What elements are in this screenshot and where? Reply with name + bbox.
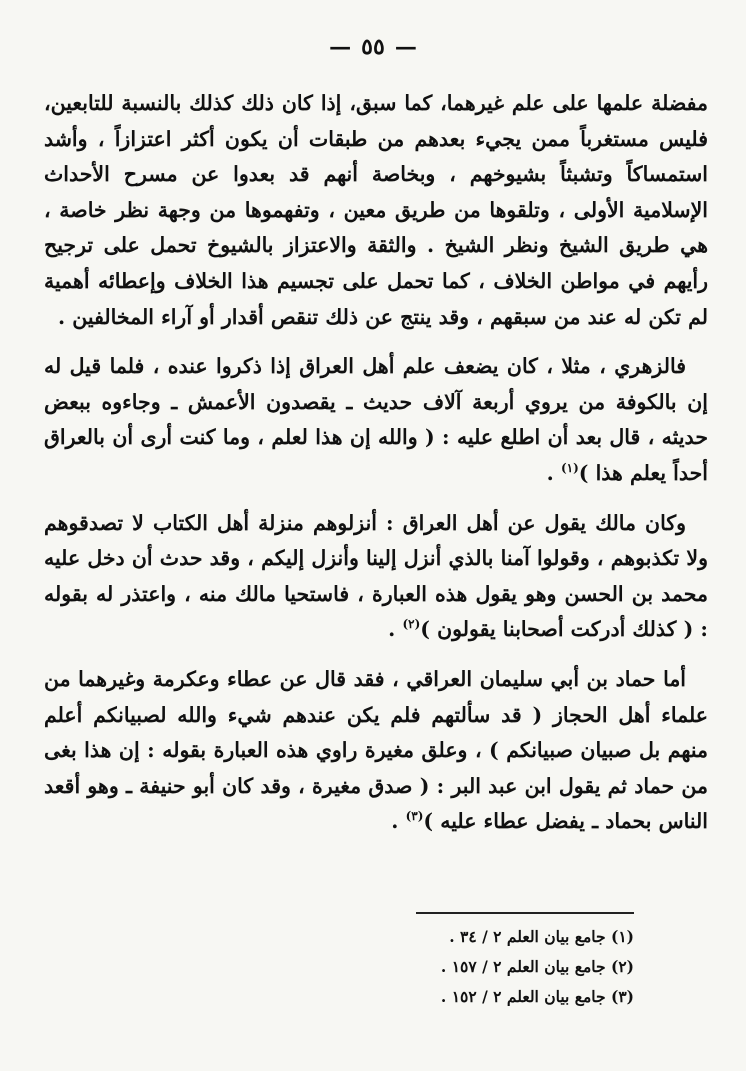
footnote-ref: (٣) [405, 809, 424, 824]
text-line: من حماد ثم يقول ابن عبد البر : ( صدق مغيرة ، وقد كان أبو حنيفة ـ وهو [87, 773, 709, 798]
text-line: فليس مستغرباً ممن يجيء بعدهم من طبقات أن يكون أكثر اعتزازاً ، [97, 126, 708, 151]
text-line: أما حماد بن أبي سليمان العراقي ، فقد قال عن عطاء وعكرمة وغيرهما من [44, 666, 686, 691]
text-line: لا تصدقوهم ولا تكذبوهم ، وقولوا آمنا بالذي أنزل إلينا وأنزل إليكم ، [44, 510, 708, 571]
dash-decoration: — [329, 34, 352, 60]
text-line: تنقص أقدار أو آراء المخالفين . [58, 304, 319, 329]
text-line: وقد حدث أن دخل عليه محمد بن الحسن وهو يقول هذه العبارة ، فاستحيا [44, 546, 708, 606]
text-line: وجهة نظر خاصة ، هي طريق الشيخ ونظر الشيخ . والثقة والاعتزاز [44, 197, 709, 258]
footnote-2: (٢) جامع بيان العلم ٢ / ١٥٧ . [440, 957, 634, 976]
footnote-3: (٣) جامع بيان العلم ٢ / ١٥٢ . [440, 987, 634, 1006]
page-number [0, 34, 746, 60]
paragraph-3: وكان مالك يقول عن أهل العراق : أنزلوهم منزلة أهل الكتاب لا تصدقوهم ولا تكذبوهم ، وقولوا آمنا بالذي أنزل إلينا وأنزل إليكم ، وقد حدث أن دخل عليه محمد بن الحسن وهو يقول هذه العبارة ، فاستحيا مالك منه ، واعتذر له بقوله : ( كذلك أدركت أصحابنا يقولون )$^{(٢)}$ . [44, 510, 708, 642]
footnotes [334, 922, 634, 1012]
dash-decoration: — [394, 34, 417, 60]
text-line: مفضلة علمها على علم غيرهما، كما سبق، إذا كان ذلك كذلك بالنسبة للتابعين، [44, 91, 708, 115]
body-text [44, 86, 708, 840]
text-line: وأشد استمساكاً وتشبثاً بشيوخهم ، وبخاصة أنهم قد بعدوا عن مسرح [44, 126, 709, 187]
text-line: وجاءوه ببعض حديثه ، قال بعد أن اطلع عليه : ( والله إن هذا لعلم ، وما [44, 389, 708, 450]
paragraph-4: أما حماد بن أبي سليمان العراقي ، فقد قال عن عطاء وعكرمة وغيرهما من علماء أهل الحجاز ( قد سألتهم فلم يكن عندهم شيء والله لصبيانكم أعلم منهم بل صبيان صبيانكم ) ، وعلق مغيرة راوي هذه العبارة بقوله : إن هذا بغى من حماد ثم يقول ابن عبد البر : ( صدق مغيرة ، وقد كان أبو حنيفة ـ وهو أقعد الناس بحماد ـ يفضل عطاء عليه )$^{(٣)}$ . [44, 666, 709, 834]
page-number-value: ٥٥ [361, 34, 385, 60]
text-line: أقعد الناس بحماد ـ يفضل عطاء عليه ) [44, 773, 708, 834]
paragraph-1 [44, 86, 708, 335]
text-line: علماء أهل الحجاز ( قد سألتهم فلم يكن عندهم شيء والله لصبيانكم أعلم منهم [44, 702, 708, 763]
text-line: كنت أرى أن بالعراق أحداً يعلم هذا ) [44, 425, 708, 485]
text-line: فالزهري ، مثلا ، كان يضعف علم أهل العراق إذا ذكروا عنده ، فلما [109, 354, 687, 379]
text-line: بل صبيان صبيانكم ) ، وعلق مغيرة راوي هذه العبارة بقوله : إن هذا بغى [44, 738, 661, 763]
text-line: الأحداث الإسلامية الأولى ، وتلقوها من طريق معين ، وتفهموها من [44, 162, 708, 222]
paragraph-2: فالزهري ، مثلا ، كان يضعف علم أهل العراق إذا ذكروا عنده ، فلما قيل له إن بالكوفة من يروي أربعة آلاف حديث ـ يقصدون الأعمش ـ وجاءوه ببعض حديثه ، قال بعد أن اطلع عليه : ( والله إن هذا لعلم ، وما كنت أرى أن بالعراق أحداً يعلم هذا )$^{(١)}$ . [44, 354, 709, 485]
text-line: بالشيوخ تحمل على ترجيح رأيهم في مواطن الخلاف ، كما تحمل على تجسيم [44, 233, 708, 293]
footnote-ref: (٢) [402, 617, 421, 632]
footnote-divider [416, 912, 634, 914]
text-line: مالك منه ، واعتذر له بقوله : ( كذلك أدركت أصحابنا يقولون ) [44, 581, 708, 642]
text-line: وكان مالك يقول عن أهل العراق : أنزلوهم منزلة أهل الكتاب [152, 510, 687, 535]
footnote-1: (١) جامع بيان العلم ٢ / ٣٤ . [449, 927, 634, 946]
text-line: قيل له إن بالكوفة من يروي أربعة آلاف حديث ـ يقصدون الأعمش ـ [44, 354, 709, 414]
text-line: هذا الخلاف وإعطائه أهمية لم تكن له عند من سبقهم ، وقد ينتج عن ذلك [44, 268, 708, 329]
footnote-ref: (١) [560, 461, 579, 476]
